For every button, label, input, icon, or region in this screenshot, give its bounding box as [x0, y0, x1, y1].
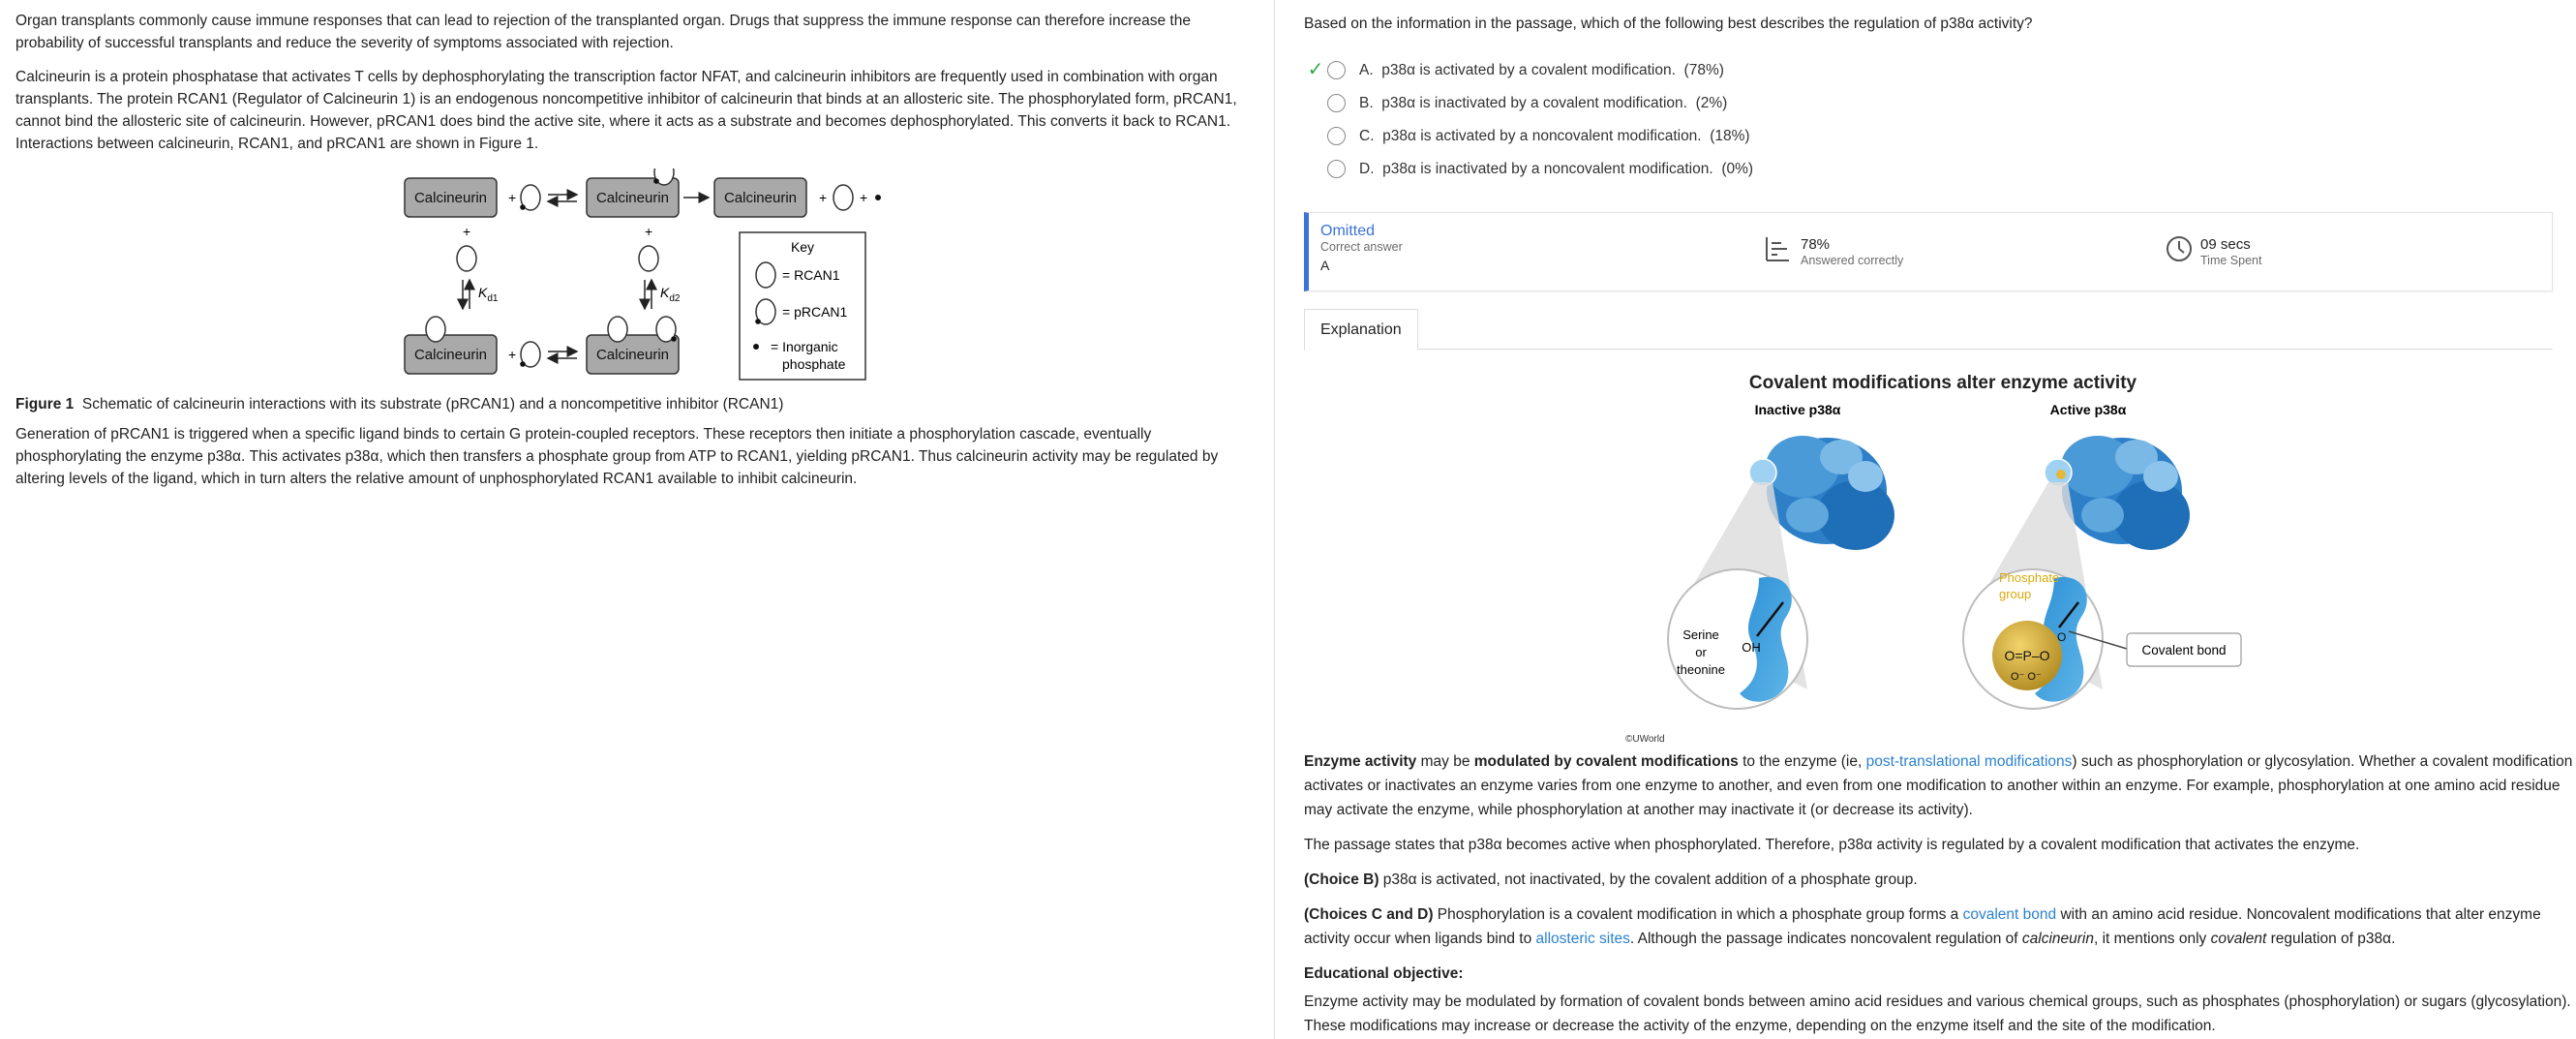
choice-b[interactable] [1304, 86, 2576, 119]
bar-chart-icon [1764, 234, 1791, 263]
passage-paragraph-2: Calcineurin is a protein phosphatase that activates T cells by dephosphorylating the transcription factor NFAT, and calcineurin inhibitors are frequently used in combination with organ transplants. The protein RCAN1 (Regulator of Calcineurin 1) is an endogenous noncompetitive inhibitor of calcineurin that binds at an allosteric site. The phosphorylated form, pRCAN1, cannot bind the allosteric site of calcineurin. However, pRCAN1 does bind the active site, where it acts as a substrate and becomes dephosphorylated. This converts it back to RCAN1. Interactions between calcineurin, RCAN1, and pRCAN1 are shown in Figure 1. [15, 69, 1237, 152]
passage-paragraph-3: Generation of pRCAN1 is triggered when a specific ligand binds to certain G protein-coupled receptors. These receptors then initiate a phosphorylation cascade, eventually phosphorylating the enzyme p38α. This activates p38α, which then transfers a phosphate group from ATP to RCAN1, yielding pRCAN1. Thus calcineurin activity may be regulated by altering levels of the ligand, which in turn alters the relative amount of unphosphorylated RCAN1 available to inhibit calcineurin. [15, 426, 1219, 487]
choice-c[interactable] [1304, 119, 2576, 152]
explanation-paragraph-1: Enzyme activity may be modulated by covalent modifications to the enzyme (ie, post-translational modifications) such as phosphorylation or glycosylation. Whether a covalent modification activates or inactivates an enzyme varies from one enzyme to another, and even from one modification to another within an enzyme. For example, phosphorylation at one amino acid residue may activate the enzyme, while phosphorylation at another may inactivate it (or decrease its activity). [1304, 753, 2573, 818]
svg-text:Calcineurin: Calcineurin [595, 347, 670, 363]
svg-text:Calcineurin: Calcineurin [413, 347, 488, 363]
choice-a[interactable] [1304, 53, 2576, 86]
figure-caption-label: Figure 1 [15, 396, 75, 413]
calcineurin-block-3 [714, 178, 806, 217]
question-stem: Based on the information in the passage, which of the following best describes the regulation of p38α activity? [1304, 15, 2033, 32]
svg-text:+: + [819, 190, 828, 205]
svg-text:O: O [2057, 630, 2067, 644]
result-stats-bar [1304, 212, 2553, 291]
active-p38-label: Active p38α [2049, 402, 2127, 417]
p38-figure [1304, 399, 2576, 746]
oh-label: OH [1742, 640, 1761, 655]
inactive-p38-label: Inactive p38α [1754, 402, 1841, 417]
svg-text:+: + [508, 190, 517, 205]
explanation-figure-title: Covalent modifications alter enzyme activity [1748, 373, 2137, 393]
passage-paragraph-1: Organ transplants commonly cause immune responses that can lead to rejection of the transplanted organ. Drugs that suppress the immune response can therefore increase the probability of successful transplants and reduce the severity of symptoms associated with rejection. [15, 13, 1191, 51]
copyright-label: ©UWorld [1625, 734, 1665, 745]
choice-d[interactable] [1304, 152, 2576, 185]
choice-a-text[interactable]: A. p38α is activated by a covalent modification. (78%) [1359, 61, 1724, 78]
correct-check-icon: ✓ [1307, 58, 1324, 80]
educational-objective-heading: Educational objective: [1304, 965, 1464, 982]
svg-text:+: + [645, 224, 653, 239]
choice-b-radio[interactable] [1327, 94, 1346, 112]
covalent-bond-link[interactable]: covalent bond [1962, 906, 2057, 923]
explanation-text [1304, 749, 2576, 1038]
svg-text:Kd2: $K_{d2}$ [660, 285, 681, 304]
educational-objective-text: Enzyme activity may be modulated by formation of covalent bonds between amino acid residues and various chemical groups, such as phosphates (phosphorylation) or sugars (glycosylation). These modifications may increase or decrease the activity of the enzyme, depending on the enzyme itself and the site of the modification. [1304, 993, 2571, 1034]
percent-correct-stat: 78% Answered correctly [1764, 236, 1903, 269]
explanation-paragraph-2: The passage states that p38α becomes active when phosphorylated. Therefore, p38α activity is regulated by a covalent modification that activates the enzyme. [1304, 837, 2360, 853]
figure-1 [15, 168, 1260, 382]
choice-a-radio[interactable] [1327, 61, 1346, 79]
svg-text:Calcineurin: Calcineurin [595, 190, 670, 206]
svg-text:+: + [463, 224, 471, 239]
calcineurin-rcan1-complex-2 [587, 317, 679, 374]
figure-key [740, 232, 865, 380]
covalent-bond-label: Covalent bond [2141, 643, 2227, 657]
explanation-choices-c-d: (Choices C and D) Phosphorylation is a covalent modification in which a phosphate group forms a covalent bond with an amino acid residue. Noncovalent modifications that alter enzyme activity occur when ligands bind to allosteric sites. Although the passage indicates noncovalent regulation of calcineurin, it mentions only covalent regulation of p38α. [1304, 906, 2541, 947]
post-translational-link[interactable]: post-translational modifications [1865, 753, 2073, 770]
figure-1-caption [15, 393, 1260, 415]
rcan1-symbol [457, 246, 476, 271]
svg-text:Calcineurin: Calcineurin [413, 190, 488, 206]
choice-b-text[interactable]: B. p38α is inactivated by a covalent modification. (2%) [1359, 94, 1728, 111]
allosteric-sites-link[interactable]: allosteric sites [1535, 931, 1630, 947]
question-pane [1275, 0, 2576, 1039]
tab-explanation[interactable]: Explanation [1304, 309, 1418, 351]
calcineurin-block-2 [587, 168, 679, 217]
figure-caption-text: Schematic of calcineurin interactions with its substrate (pRCAN1) and a noncompetitive inhibitor (RCAN1) [81, 396, 784, 413]
answer-choices [1304, 53, 2576, 185]
calcineurin-rcan1-complex-1 [405, 317, 497, 374]
svg-text:Kd1: $K_{d1}$ [478, 285, 499, 304]
svg-text:= Inorganic: = Inorganic [771, 339, 838, 354]
svg-text:+: + [508, 347, 517, 362]
svg-text:= RCAN1: = RCAN1 [782, 267, 840, 283]
svg-text:or: or [1695, 645, 1707, 659]
svg-text:group: group [1999, 587, 2032, 601]
choice-d-text[interactable]: D. p38α is inactivated by a noncovalent modification. (0%) [1359, 160, 1754, 177]
svg-text:O⁻ O⁻: O⁻ O⁻ [2011, 671, 2042, 683]
explanation-figure [1304, 399, 2576, 746]
explanation-choice-b: (Choice B) p38α is activated, not inactivated, by the covalent addition of a phosphate group. [1304, 871, 1918, 888]
svg-text:O=P–O: O=P–O [2004, 648, 2050, 663]
passage-pane [0, 0, 1274, 1039]
time-spent-stat: 09 secs Time Spent [2166, 236, 2261, 269]
calcineurin-block-1 [405, 178, 497, 217]
svg-text:Key: Key [790, 239, 815, 255]
svg-text:Serine: Serine [1682, 627, 1719, 642]
figure-1-schematic [15, 168, 1264, 382]
choice-d-radio[interactable] [1327, 160, 1346, 178]
clock-icon [2166, 234, 2193, 263]
svg-text:Calcineurin: Calcineurin [723, 190, 798, 206]
explanation-tabs [1304, 309, 2553, 350]
svg-text:= pRCAN1: = pRCAN1 [782, 304, 848, 320]
omitted-status: Omitted Correct answer A [1320, 223, 1403, 273]
correct-answer-value: A [1320, 258, 1330, 273]
svg-text:theonine: theonine [1677, 662, 1725, 677]
choice-c-text[interactable]: C. p38α is activated by a noncovalent modification. (18%) [1359, 127, 1750, 144]
phosphate-group-label: Phosphate [1999, 570, 2060, 585]
svg-text:phosphate: phosphate [782, 356, 846, 372]
svg-text:+: + [860, 190, 868, 205]
choice-c-radio[interactable] [1327, 127, 1346, 145]
